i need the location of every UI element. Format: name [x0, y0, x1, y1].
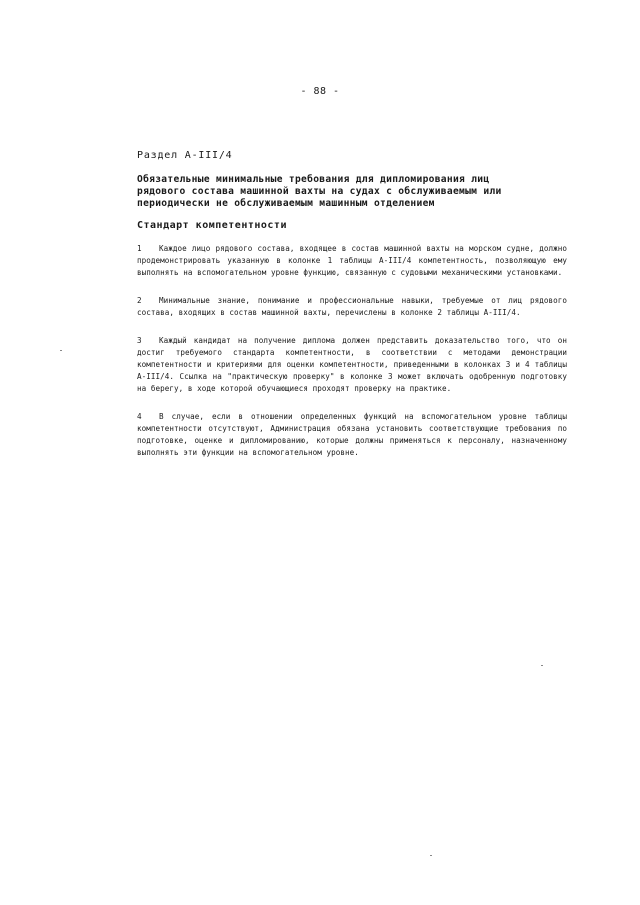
- paragraph-text: Минимальные знание, понимание и профессиональные навыки, требуемые от лиц рядового состава, входящих в состав машинной вахты, перечислены в колонке 2 таблицы A-III/4.: [137, 296, 567, 317]
- paragraph-3: [137, 335, 567, 395]
- paragraph-4: [137, 411, 567, 459]
- page-number: - 88 -: [300, 86, 340, 97]
- paragraph-text: Каждый кандидат на получение диплома должен представить доказательство того, что он достиг требуемого стандарта компетентности, в соответствии с методами демонстрации компетентности и критериями для оценки компетентности, приведенными в колонках 3 и 4 таблицы A-III/4. Ссылка на "практическую проверку" в колонке 3 может включать одобренную подготовку на берегу, в ходе которой обучающиеся проходят проверку на практике.: [137, 336, 567, 393]
- paragraph-number: 3: [137, 336, 142, 345]
- standard-heading: Стандарт компетентности: [137, 220, 287, 231]
- paragraph-text: Каждое лицо рядового состава, входящее в состав машинной вахты на морском судне, должно продемонстрировать указанную в колонке 1 таблицы A-III/4 компетентность, позволяющую ему выполнять на вспомогательном уровне функцию, связанную с судовыми механическими установками.: [137, 244, 567, 277]
- paragraph-text: В случае, если в отношении определенных функций на вспомогательном уровне таблицы компетентности отсутствуют, Администрация обязана установить соответствующие требования по подготовке, оценке и дипломированию, которые должны применяться к персоналу, назначенному выполнять эти функции на вспомогательном уровне.: [137, 412, 567, 457]
- paragraph-number: 4: [137, 412, 142, 421]
- paragraph-number: 2: [137, 296, 142, 305]
- section-label: Раздел A-III/4: [137, 150, 233, 161]
- document-body: [137, 150, 567, 475]
- paragraph-number: 1: [137, 244, 142, 253]
- section-title: Обязательные минимальные требования для дипломирования лиц рядового состава машинной вахты на судах с обслуживаемым или периодически не обслуживаемым машинным отделением: [137, 174, 502, 209]
- scan-speck: [60, 350, 62, 351]
- scan-speck: [430, 855, 432, 856]
- scan-speck: [541, 665, 543, 666]
- paragraph-1: [137, 243, 567, 279]
- paragraph-2: [137, 295, 567, 319]
